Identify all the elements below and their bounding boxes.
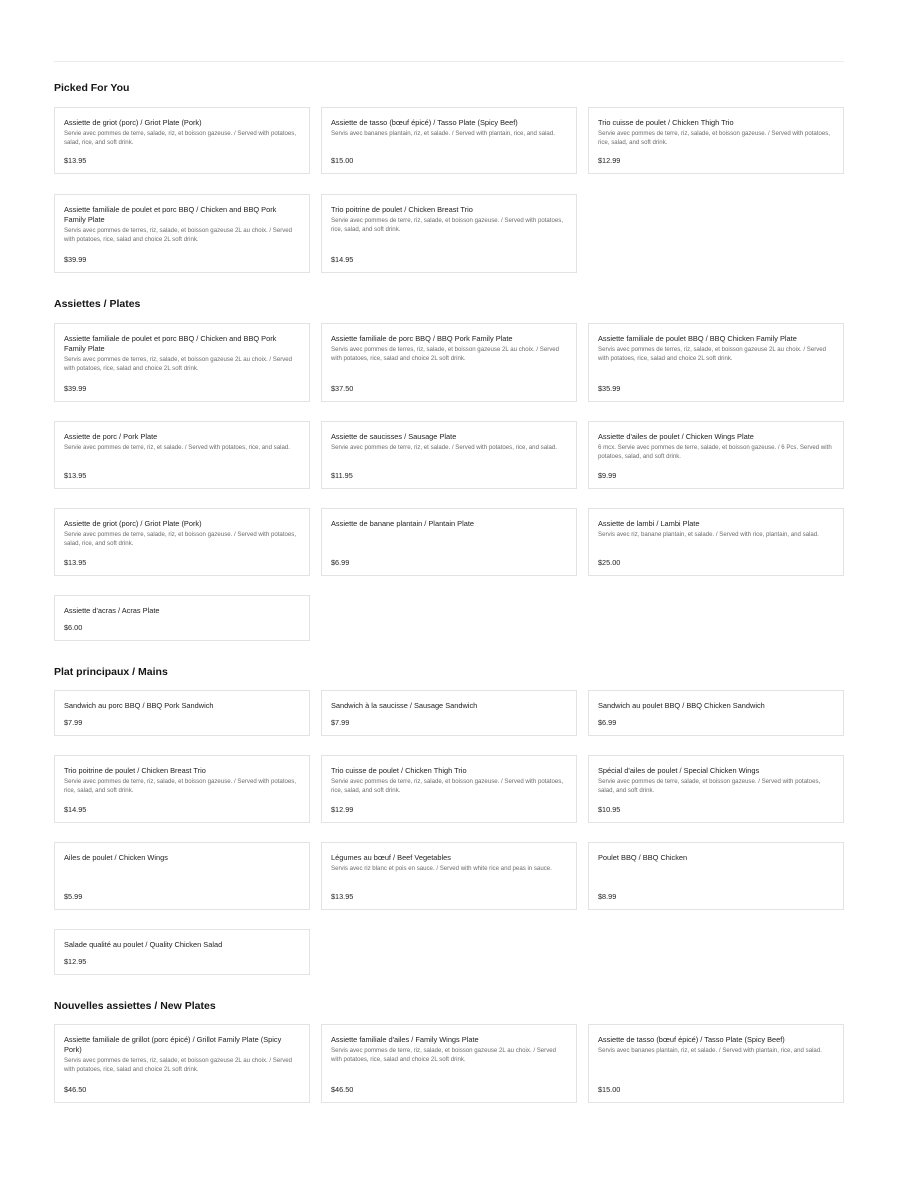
menu-item-description: 6 mcx. Servie avec pommes de terre, salade, et boisson gazeuse. / 6 Pcs. Served with potatoes, salad, and soft drink. xyxy=(598,444,832,460)
menu-item-name: Assiette familiale d'ailes / Family Wings Plate xyxy=(331,1035,479,1044)
menu-item-name: Assiette familiale de poulet et porc BBQ / Chicken and BBQ Pork Family Plate xyxy=(64,334,277,353)
menu-item-card[interactable] xyxy=(54,107,310,174)
menu-item-card[interactable] xyxy=(54,323,310,402)
menu-item-price: $6.99 xyxy=(331,558,350,567)
menu-item-price: $9.99 xyxy=(598,471,617,480)
section-title-picked-for-you: Picked For You xyxy=(54,82,130,94)
menu-item-name: Assiette d'acras / Acras Plate xyxy=(64,606,160,615)
menu-item-description: Servie avec pommes de terre, salade, riz, et boisson gazeuse. / Served with potatoes, salad, rice, and soft drink. xyxy=(64,130,297,146)
menu-item-price: $12.95 xyxy=(64,957,87,966)
menu-item-name: Assiette de lambi / Lambi Plate xyxy=(598,519,700,528)
menu-item-card[interactable] xyxy=(321,1024,577,1103)
menu-item-name: Ailes de poulet / Chicken Wings xyxy=(64,853,168,862)
menu-item-description: Servis avec pommes de terres, riz, salade, et boisson gazeuse 2L au choix. / Served with potatoes, rice, salad and choice 2L soft drink. xyxy=(64,1057,293,1073)
menu-item-price: $14.95 xyxy=(64,805,87,814)
menu-item-price: $15.00 xyxy=(598,1085,621,1094)
menu-item-card[interactable] xyxy=(54,690,310,736)
section-title-plates: Assiettes / Plates xyxy=(54,298,141,310)
menu-item-description: Servis avec pommes de terres, riz, salade, et boisson gazeuse 2L au choix. / Served with potatoes, rice, salad and choice 2L soft drink. xyxy=(64,356,293,372)
menu-item-price: $5.99 xyxy=(64,892,83,901)
menu-item-name: Trio cuisse de poulet / Chicken Thigh Trio xyxy=(331,766,467,775)
menu-item-price: $6.99 xyxy=(598,718,617,727)
menu-item-name: Sandwich à la saucisse / Sausage Sandwich xyxy=(331,701,478,710)
menu-item-price: $13.95 xyxy=(331,892,354,901)
menu-item-price: $13.95 xyxy=(64,471,87,480)
menu-item-name: Salade qualité au poulet / Quality Chicken Salad xyxy=(64,940,223,949)
menu-item-price: $7.99 xyxy=(64,718,83,727)
menu-item-card[interactable] xyxy=(321,421,577,489)
menu-item-price: $13.95 xyxy=(64,156,87,165)
menu-item-description: Servis avec pommes de terres, riz, salade, et boisson gazeuse 2L au choix. / Served with potatoes, rice, salad and choice 2L soft drink. xyxy=(64,227,293,243)
menu-item-description: Servis avec pommes de terres, riz, salade, et boisson gazeuse 2L au choix. / Served with potatoes, rice, salad and choice 2L soft drink. xyxy=(598,346,827,362)
menu-item-card[interactable] xyxy=(588,107,844,174)
menu-item-description: Servie avec pommes de terre, riz, et salade. / Served with potatoes, rice, and salad. xyxy=(331,444,557,451)
menu-item-card[interactable] xyxy=(54,595,310,641)
menu-item-price: $37.50 xyxy=(331,384,354,393)
menu-item-name: Poulet BBQ / BBQ Chicken xyxy=(598,853,688,862)
section-title-mains: Plat principaux / Mains xyxy=(54,666,168,678)
menu-item-name: Spécial d'ailes de poulet / Special Chicken Wings xyxy=(598,766,760,775)
menu-item-price: $10.95 xyxy=(598,805,621,814)
menu-item-price: $15.00 xyxy=(331,156,354,165)
menu-item-card[interactable] xyxy=(54,194,310,273)
menu-item-name: Assiette de porc / Pork Plate xyxy=(64,432,158,441)
menu-item-price: $25.00 xyxy=(598,558,621,567)
menu-item-price: $46.50 xyxy=(331,1085,354,1094)
menu-item-card[interactable] xyxy=(321,107,577,174)
menu-item-card[interactable] xyxy=(321,323,577,402)
menu-item-card[interactable] xyxy=(54,929,310,975)
menu-item-name: Assiette de banane plantain / Plantain Plate xyxy=(331,519,474,528)
menu-item-description: Servie avec pommes de terre, salade, et boisson gazeuse. / Served with potatoes, salad, and soft drink. xyxy=(598,778,821,794)
menu-item-card[interactable] xyxy=(54,421,310,489)
menu-item-price: $8.99 xyxy=(598,892,617,901)
top-divider xyxy=(54,61,844,62)
menu-item-price: $39.99 xyxy=(64,255,87,264)
menu-item-description: Servie avec pommes de terre, riz, salade, et boisson gazeuse. / Served with potatoes, rice, salad, and soft drink. xyxy=(64,778,297,794)
menu-item-description: Servis avec bananes plantain, riz, et salade. / Served with plantain, rice, and salad. xyxy=(598,1047,822,1054)
menu-item-card[interactable] xyxy=(54,842,310,910)
section-title-new-plates: Nouvelles assiettes / New Plates xyxy=(54,1000,216,1012)
menu-item-card[interactable] xyxy=(588,421,844,489)
menu-item-card[interactable] xyxy=(321,842,577,910)
menu-item-card[interactable] xyxy=(588,323,844,402)
menu-item-name: Assiette de saucisses / Sausage Plate xyxy=(331,432,457,441)
menu-item-card[interactable] xyxy=(54,755,310,823)
menu-item-card[interactable] xyxy=(588,755,844,823)
menu-item-card[interactable] xyxy=(321,194,577,273)
menu-item-card[interactable] xyxy=(588,1024,844,1103)
menu-item-card[interactable] xyxy=(54,1024,310,1103)
menu-item-name: Sandwich au porc BBQ / BBQ Pork Sandwich xyxy=(64,701,214,710)
menu-item-description: Servis avec bananes plantain, riz, et salade. / Served with plantain, rice, and salad. xyxy=(331,130,555,137)
menu-item-name: Assiette d'ailes de poulet / Chicken Wings Plate xyxy=(598,432,754,441)
menu-item-description: Servis avec pommes de terres, riz, salade, et boisson gazeuse 2L au choix. / Served with potatoes, rice, salad and choice 2L soft drink. xyxy=(331,346,560,362)
menu-item-description: Servie avec pommes de terre, riz, salade, et boisson gazeuse. / Served with potatoes, rice, salad, and soft drink. xyxy=(598,130,831,146)
menu-item-price: $6.00 xyxy=(64,623,83,632)
menu-item-name: Sandwich au poulet BBQ / BBQ Chicken Sandwich xyxy=(598,701,765,710)
menu-item-card[interactable] xyxy=(588,842,844,910)
menu-item-price: $7.99 xyxy=(331,718,350,727)
menu-item-price: $14.95 xyxy=(331,255,354,264)
menu-item-card[interactable] xyxy=(588,508,844,576)
menu-item-name: Assiette familiale de grillot (porc épicé) / Grillot Family Plate (Spicy Pork) xyxy=(64,1035,282,1054)
menu-item-description: Servis avec pommes de terre, riz, salade, et boisson gazeuse 2L au choix. / Served with potatoes, rice, salad and choice 2L soft drink. xyxy=(331,1047,557,1063)
menu-item-name: Trio poitrine de poulet / Chicken Breast Trio xyxy=(331,205,473,214)
menu-item-description: Servie avec pommes de terre, riz, et salade. / Served with potatoes, rice, and salad. xyxy=(64,444,290,451)
menu-item-description: Servie avec pommes de terre, salade, riz, et boisson gazeuse. / Served with potatoes, salad, rice, and soft drink. xyxy=(64,531,297,547)
menu-item-card[interactable] xyxy=(321,508,577,576)
menu-item-price: $11.95 xyxy=(331,471,353,480)
menu-item-card[interactable] xyxy=(321,755,577,823)
menu-item-description: Servis avec riz blanc et pois en sauce. / Served with white rice and peas in sauce. xyxy=(331,865,552,872)
menu-item-name: Trio cuisse de poulet / Chicken Thigh Trio xyxy=(598,118,734,127)
menu-item-card[interactable] xyxy=(588,690,844,736)
menu-item-name: Assiette de tasso (bœuf épicé) / Tasso Plate (Spicy Beef) xyxy=(331,118,518,127)
menu-item-description: Servie avec pommes de terre, riz, salade, et boisson gazeuse. / Served with potatoes, rice, salad, and soft drink. xyxy=(331,778,564,794)
menu-item-name: Assiette familiale de poulet et porc BBQ / Chicken and BBQ Pork Family Plate xyxy=(64,205,277,224)
menu-item-name: Assiette de tasso (bœuf épicé) / Tasso Plate (Spicy Beef) xyxy=(598,1035,785,1044)
menu-item-card[interactable] xyxy=(321,690,577,736)
menu-item-card[interactable] xyxy=(54,508,310,576)
menu-item-name: Légumes au bœuf / Beef Vegetables xyxy=(331,853,451,862)
menu-item-price: $12.99 xyxy=(331,805,354,814)
menu-item-name: Assiette familiale de poulet BBQ / BBQ Chicken Family Plate xyxy=(598,334,797,343)
menu-item-name: Assiette familiale de porc BBQ / BBQ Pork Family Plate xyxy=(331,334,513,343)
menu-item-price: $39.99 xyxy=(64,384,87,393)
menu-item-price: $12.99 xyxy=(598,156,621,165)
menu-item-name: Assiette de griot (porc) / Griot Plate (Pork) xyxy=(64,118,202,127)
menu-item-price: $46.50 xyxy=(64,1085,87,1094)
menu-item-name: Assiette de griot (porc) / Griot Plate (Pork) xyxy=(64,519,202,528)
menu-item-price: $13.95 xyxy=(64,558,87,567)
menu-item-price: $35.99 xyxy=(598,384,621,393)
menu-item-description: Servie avec pommes de terre, riz, salade, et boisson gazeuse. / Served with potatoes, rice, salad, and soft drink. xyxy=(331,217,564,233)
menu-item-description: Servis avec riz, banane plantain, et salade. / Served with rice, plantain, and salad. xyxy=(598,531,819,538)
menu-item-name: Trio poitrine de poulet / Chicken Breast Trio xyxy=(64,766,206,775)
